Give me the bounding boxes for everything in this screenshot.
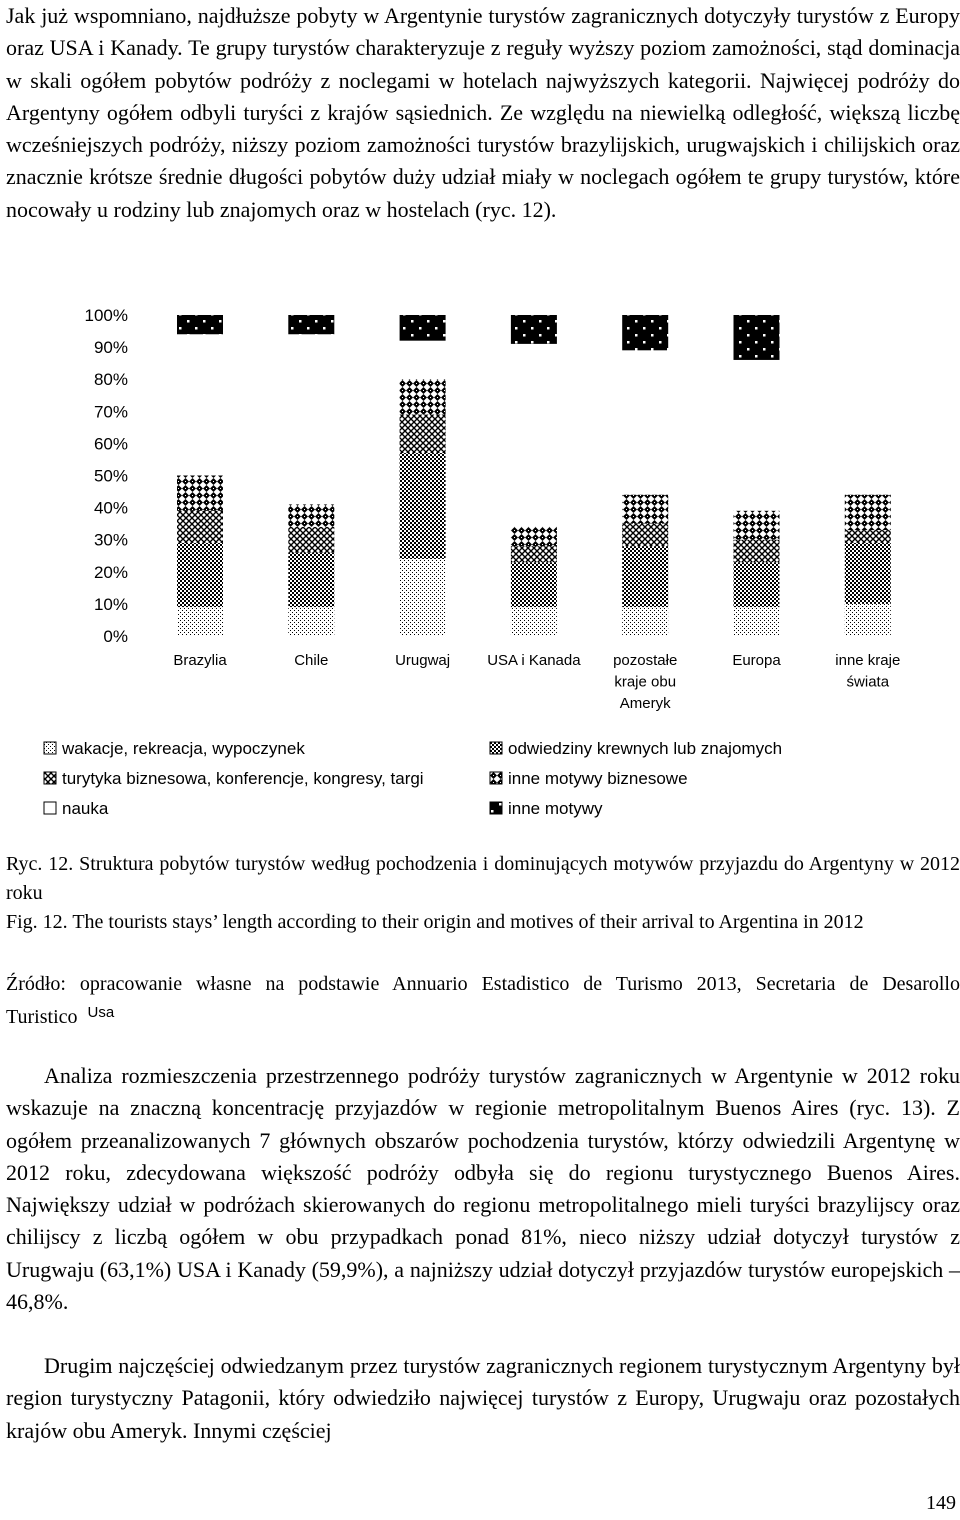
bar-segment	[400, 379, 446, 414]
body-paragraph-1: Jak już wspomniano, najdłuższe pobyty w Argentynie turystów zagranicznych dotyczyły turystów z Europy oraz USA i Kanady. Te grupy turystów charakteryzuje z reguły wyższy poziom zamożności, stąd dominacja w skali ogółem pobytów podróży z noclegami w hotelach najwyższych kategorii. Najwięcej podróży do Argentyny ogółem odbyli turyści z krajów sąsiednich. Ze względu na niewielką odległość, większą liczbę wcześniejszych podróży, niższy poziom zamożności turystów brazylijskich, urugwajskich i chilijskich oraz znacznie krótsze średnie długości pobytów duży udział miały w noclegach ogółem te grupy turystów, które nocowały u rodziny lub znajomych oraz w hostelach (ryc. 12).	[6, 3, 960, 222]
bar-segment	[511, 607, 557, 636]
y-tick-label: 10%	[93, 594, 128, 614]
y-tick-label: 30%	[93, 530, 128, 550]
bar-segment	[845, 543, 891, 604]
bar-segment	[734, 511, 780, 540]
page-number: 149	[926, 1492, 956, 1514]
bar-segment	[511, 344, 557, 527]
figure-caption-polish: Ryc. 12. Struktura pobytów turystów według pochodzenia i dominujących motywów przyjazdu do Argentyny w 2012 roku	[6, 853, 960, 904]
bar-segment	[177, 543, 223, 607]
bar-segment	[400, 453, 446, 559]
bar-segment	[845, 495, 891, 530]
bars	[177, 315, 891, 636]
y-tick-label: 80%	[93, 370, 128, 390]
x-tick-label: pozostałe	[613, 652, 678, 669]
bar-segment	[734, 562, 780, 607]
bar-segment	[288, 334, 334, 504]
x-tick-label: Ameryk	[619, 695, 671, 712]
bar-segment	[288, 504, 334, 526]
bar-segment	[622, 315, 668, 350]
legend-swatch	[490, 802, 502, 814]
legend	[44, 739, 782, 818]
y-axis	[85, 306, 128, 646]
x-tick-label: Brazylia	[173, 652, 227, 669]
bar-segment	[288, 527, 334, 553]
y-tick-label: 90%	[93, 338, 128, 358]
bar-segment	[511, 315, 557, 344]
bar-segment	[511, 527, 557, 546]
bar-segment	[177, 334, 223, 475]
source-text: Źródło: opracowanie własne na podstawie Annuario Estadistico de Turismo 2013, Secretaria de Desarollo Turistico	[6, 973, 960, 1028]
y-tick-label: 40%	[93, 498, 128, 518]
figure-source	[6, 970, 960, 1031]
stacked-bar-chart	[0, 296, 960, 836]
legend-swatch	[490, 772, 502, 784]
legend-label: wakacje, rekreacja, wypoczynek	[62, 739, 305, 758]
bar-segment	[288, 315, 334, 334]
legend-label: nauka	[62, 799, 109, 818]
x-axis	[173, 652, 900, 712]
bar-segment	[734, 540, 780, 562]
bar-segment	[511, 562, 557, 607]
bar-segment	[177, 315, 223, 334]
legend-swatch	[44, 742, 56, 754]
bar-segment	[400, 341, 446, 380]
y-tick-label: 20%	[93, 562, 128, 582]
legend-label: inne motywy biznesowe	[508, 769, 688, 788]
x-tick-label: kraje obu	[614, 673, 677, 691]
x-tick-label: Europa	[732, 652, 781, 669]
y-tick-label: 50%	[93, 466, 128, 486]
x-tick-label: inne kraje	[835, 652, 901, 669]
bar-segment	[845, 530, 891, 543]
y-tick-label: 60%	[93, 434, 128, 454]
bar-segment	[288, 607, 334, 636]
y-tick-label: 0%	[103, 627, 128, 646]
legend-swatch	[44, 772, 56, 784]
bar-segment	[177, 607, 223, 636]
bar-segment	[622, 607, 668, 636]
legend-swatch	[490, 742, 502, 754]
bar-segment	[845, 604, 891, 636]
bar-segment	[400, 415, 446, 454]
bar-segment	[400, 315, 446, 341]
bar-segment	[288, 553, 334, 608]
figure-caption-english: Fig. 12. The tourists stays’ length according to their origin and motives of their arrival to Argentina in 2012	[6, 911, 864, 933]
x-tick-label: świata	[846, 673, 890, 691]
legend-label: inne motywy	[508, 799, 603, 818]
bar-segment	[400, 559, 446, 636]
bar-segment	[622, 350, 668, 494]
legend-swatch	[44, 802, 56, 814]
legend-label: turytyka biznesowa, konferencje, kongresy, targi	[62, 769, 424, 788]
x-tick-label: USA i Kanada	[487, 652, 581, 669]
bar-segment	[622, 524, 668, 546]
bar-segment	[622, 495, 668, 524]
body-paragraph-2: Analiza rozmieszczenia przestrzennego podróży turystów zagranicznych w Argentynie w 2012 roku wskazuje na znaczną koncentrację przyjazdów w regionie metropolitalnym Buenos Aires (ryc. 13). Z ogółem przeanalizowanych 7 głównych obszarów pochodzenia turystów, którzy odwiedzili Argentynę w 2012 roku, zdecydowana większość podróży odbyła się do regionu turystycznego Buenos Aires. Największy udział w podróżach skierowanych do regionu metropolitalnego mieli turyści brazylijscy oraz chilijscy z liczbą ogółem w obu przypadkach ponad 81%, nieco niższy udział dotyczył turystów z Urugwaju (63,1%) USA i Kanady (59,9%), a najniższy udział dotyczył przyjazdów turystów europejskich – 46,8%.	[6, 1063, 960, 1315]
body-paragraph-3: Drugim najczęściej odwiedzanym przez turystów zagranicznych regionem turystycznym Argentyny był region turystyczny Patagonii, który odwiedziło najwięcej turystów z Europy, Urugwaju oraz pozostałych krajów obu Ameryk. Innymi częściej	[6, 1353, 960, 1443]
bar-segment	[177, 476, 223, 511]
bar-segment	[734, 607, 780, 636]
source-suffix: Usa	[87, 1003, 115, 1021]
x-tick-label: Chile	[294, 652, 329, 669]
bar-segment	[845, 315, 891, 495]
bar-segment	[177, 511, 223, 543]
bar-segment	[734, 360, 780, 511]
y-tick-label: 70%	[93, 402, 128, 422]
legend-label: odwiedziny krewnych lub znajomych	[508, 739, 783, 758]
bar-segment	[622, 546, 668, 607]
y-tick-label: 100%	[84, 306, 128, 325]
bar-segment	[734, 315, 780, 360]
x-tick-label: Urugwaj	[395, 652, 451, 669]
bar-segment	[511, 546, 557, 562]
